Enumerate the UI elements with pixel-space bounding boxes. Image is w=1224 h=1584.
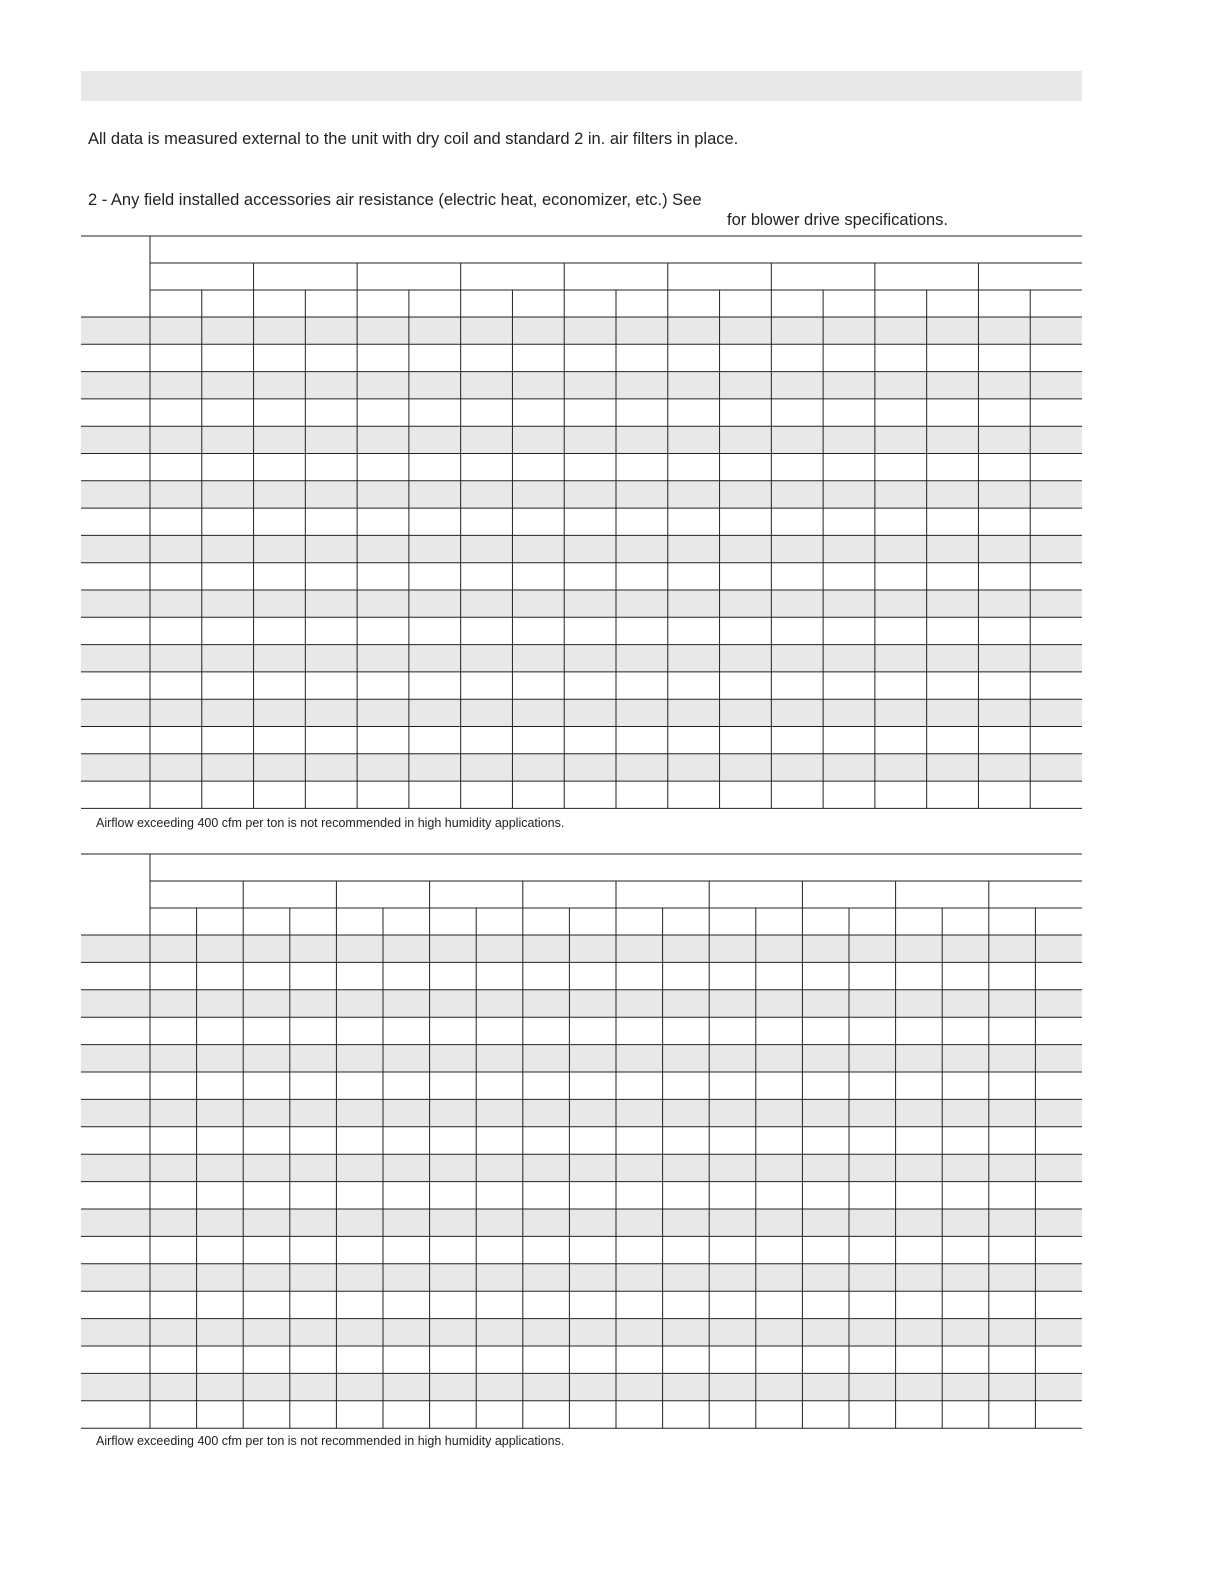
measurement-note: All data is measured external to the unit with dry coil and standard 2 in. air filters in place.: [88, 130, 739, 148]
blower-table-2-row-stripe: [81, 1099, 1082, 1126]
blower-table-1-row-stripe: [81, 754, 1082, 781]
accessories-note-continued: for blower drive specifications.: [727, 211, 949, 229]
blower-table-1-row-stripe: [81, 481, 1082, 508]
blower-table-2-row-stripe: [81, 1154, 1082, 1181]
blower-table-2-row-stripe: [81, 1045, 1082, 1072]
blower-table-2-row-stripe: [81, 935, 1082, 962]
blower-table-2-row-stripe: [81, 1209, 1082, 1236]
blower-table-1-row-stripe: [81, 645, 1082, 672]
blower-table-2-row-stripe: [81, 1373, 1082, 1400]
table-2-footnote: Airflow exceeding 400 cfm per ton is not recommended in high humidity applications.: [96, 1434, 565, 1448]
blower-table-1-row-stripe: [81, 372, 1082, 399]
blower-table-2-row-stripe: [81, 990, 1082, 1017]
blower-table-2-row-stripe: [81, 1264, 1082, 1291]
blower-table-1-row-stripe: [81, 317, 1082, 344]
blower-table-1-row-stripe: [81, 426, 1082, 453]
accessories-note: 2 - Any field installed accessories air resistance (electric heat, economizer, etc.) See: [88, 191, 702, 209]
blower-table-1-row-stripe: [81, 699, 1082, 726]
blower-table-1-row-stripe: [81, 590, 1082, 617]
table-1-footnote: Airflow exceeding 400 cfm per ton is not recommended in high humidity applications.: [96, 816, 565, 830]
blower-table-2-row-stripe: [81, 1319, 1082, 1346]
blower-table-1-row-stripe: [81, 535, 1082, 562]
